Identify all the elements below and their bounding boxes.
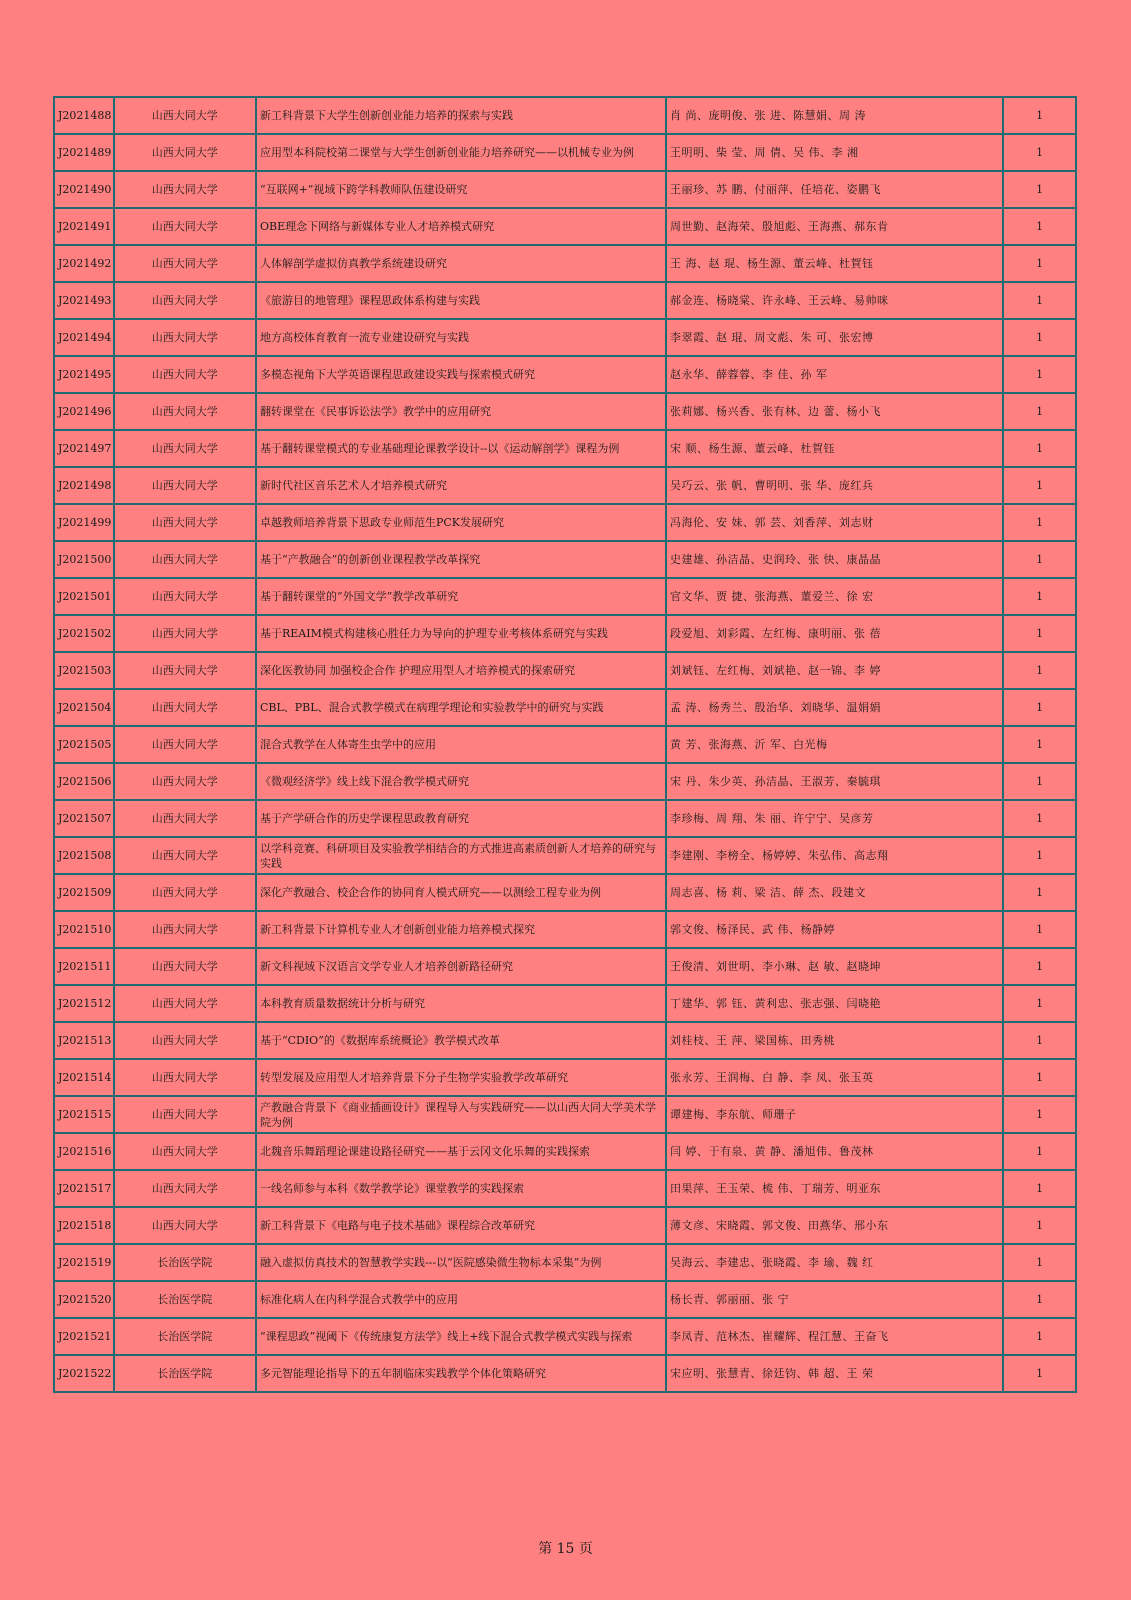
count-cell: 1 bbox=[1003, 1318, 1076, 1355]
members-cell: 周志喜、杨 莉、梁 洁、薛 杰、段建文 bbox=[666, 874, 1003, 911]
count-cell: 1 bbox=[1003, 1059, 1076, 1096]
project-id-cell: J2021488 bbox=[54, 97, 114, 134]
project-id-cell: J2021518 bbox=[54, 1207, 114, 1244]
count-cell: 1 bbox=[1003, 134, 1076, 171]
members-cell: 李建刚、李榜全、杨婷婷、朱弘伟、高志翔 bbox=[666, 837, 1003, 874]
project-title-cell: 融入虚拟仿真技术的智慧教学实践---以“医院感染微生物标本采集”为例 bbox=[256, 1244, 666, 1281]
count-cell: 1 bbox=[1003, 800, 1076, 837]
count-cell: 1 bbox=[1003, 171, 1076, 208]
members-cell: 史建雄、孙洁晶、史润玲、张 快、康晶晶 bbox=[666, 541, 1003, 578]
count-cell: 1 bbox=[1003, 1022, 1076, 1059]
table-row bbox=[54, 763, 1076, 800]
project-title-cell: 基于REAIM模式构建核心胜任力为导向的护理专业考核体系研究与实践 bbox=[256, 615, 666, 652]
project-id-cell: J2021505 bbox=[54, 726, 114, 763]
count-cell: 1 bbox=[1003, 1207, 1076, 1244]
members-cell: 薄文彦、宋晓霞、郭文俊、田燕华、邢小东 bbox=[666, 1207, 1003, 1244]
project-title-cell: CBL、PBL、混合式教学模式在病理学理论和实验教学中的研究与实践 bbox=[256, 689, 666, 726]
count-cell: 1 bbox=[1003, 319, 1076, 356]
school-cell: 山西大同大学 bbox=[114, 1170, 256, 1207]
table-row bbox=[54, 911, 1076, 948]
project-title-cell: “互联网+”视域下跨学科教师队伍建设研究 bbox=[256, 171, 666, 208]
school-cell: 山西大同大学 bbox=[114, 1022, 256, 1059]
table-row bbox=[54, 245, 1076, 282]
project-id-cell: J2021512 bbox=[54, 985, 114, 1022]
table-row bbox=[54, 1318, 1076, 1355]
school-cell: 山西大同大学 bbox=[114, 763, 256, 800]
count-cell: 1 bbox=[1003, 1355, 1076, 1392]
count-cell: 1 bbox=[1003, 430, 1076, 467]
school-cell: 山西大同大学 bbox=[114, 171, 256, 208]
school-cell: 山西大同大学 bbox=[114, 948, 256, 985]
project-id-cell: J2021496 bbox=[54, 393, 114, 430]
table-row bbox=[54, 615, 1076, 652]
table-row bbox=[54, 985, 1076, 1022]
count-cell: 1 bbox=[1003, 1281, 1076, 1318]
school-cell: 长治医学院 bbox=[114, 1318, 256, 1355]
school-cell: 山西大同大学 bbox=[114, 504, 256, 541]
members-cell: 李凤青、范林杰、崔耀辉、程江慧、王奋飞 bbox=[666, 1318, 1003, 1355]
members-cell: 王丽珍、苏 鹏、付丽萍、任培花、姿鹏飞 bbox=[666, 171, 1003, 208]
school-cell: 山西大同大学 bbox=[114, 245, 256, 282]
table-row bbox=[54, 393, 1076, 430]
project-title-cell: 深化产教融合、校企合作的协同育人模式研究——以测绘工程专业为例 bbox=[256, 874, 666, 911]
project-title-cell: 多元智能理论指导下的五年制临床实践教学个体化策略研究 bbox=[256, 1355, 666, 1392]
count-cell: 1 bbox=[1003, 874, 1076, 911]
table-row bbox=[54, 467, 1076, 504]
project-id-cell: J2021491 bbox=[54, 208, 114, 245]
count-cell: 1 bbox=[1003, 1244, 1076, 1281]
members-cell: 郝金连、杨晓棠、许永峰、王云峰、易帅咪 bbox=[666, 282, 1003, 319]
project-title-cell: 深化医教协同 加强校企合作 护理应用型人才培养模式的探索研究 bbox=[256, 652, 666, 689]
count-cell: 1 bbox=[1003, 911, 1076, 948]
project-title-cell: 翻转课堂在《民事诉讼法学》教学中的应用研究 bbox=[256, 393, 666, 430]
project-id-cell: J2021508 bbox=[54, 837, 114, 874]
count-cell: 1 bbox=[1003, 615, 1076, 652]
project-id-cell: J2021494 bbox=[54, 319, 114, 356]
project-id-cell: J2021514 bbox=[54, 1059, 114, 1096]
project-title-cell: 卓越教师培养背景下思政专业师范生PCK发展研究 bbox=[256, 504, 666, 541]
project-id-cell: J2021499 bbox=[54, 504, 114, 541]
members-cell: 赵永华、薛蓉蓉、李 佳、孙 军 bbox=[666, 356, 1003, 393]
project-title-cell: 产教融合背景下《商业插画设计》课程导入与实践研究——以山西大同大学美术学院为例 bbox=[256, 1096, 666, 1133]
table-body bbox=[54, 97, 1076, 1392]
table-row bbox=[54, 1022, 1076, 1059]
school-cell: 长治医学院 bbox=[114, 1281, 256, 1318]
project-title-cell: 新工科背景下大学生创新创业能力培养的探索与实践 bbox=[256, 97, 666, 134]
table-row bbox=[54, 1207, 1076, 1244]
count-cell: 1 bbox=[1003, 1133, 1076, 1170]
members-cell: 冯海伦、安 妹、郭 芸、刘香萍、刘志财 bbox=[666, 504, 1003, 541]
school-cell: 山西大同大学 bbox=[114, 319, 256, 356]
project-id-cell: J2021513 bbox=[54, 1022, 114, 1059]
count-cell: 1 bbox=[1003, 1096, 1076, 1133]
count-cell: 1 bbox=[1003, 393, 1076, 430]
school-cell: 山西大同大学 bbox=[114, 985, 256, 1022]
project-id-cell: J2021498 bbox=[54, 467, 114, 504]
school-cell: 山西大同大学 bbox=[114, 652, 256, 689]
table-row bbox=[54, 134, 1076, 171]
project-title-cell: 混合式教学在人体寄生虫学中的应用 bbox=[256, 726, 666, 763]
members-cell: 吴巧云、张 帆、曹明明、张 华、庞红兵 bbox=[666, 467, 1003, 504]
count-cell: 1 bbox=[1003, 652, 1076, 689]
school-cell: 山西大同大学 bbox=[114, 134, 256, 171]
school-cell: 山西大同大学 bbox=[114, 1096, 256, 1133]
project-title-cell: 一线名师参与本科《数学教学论》课堂教学的实践探索 bbox=[256, 1170, 666, 1207]
project-id-cell: J2021489 bbox=[54, 134, 114, 171]
project-id-cell: J2021500 bbox=[54, 541, 114, 578]
members-cell: 吴海云、李建忠、张晓霞、李 瑜、魏 红 bbox=[666, 1244, 1003, 1281]
project-id-cell: J2021503 bbox=[54, 652, 114, 689]
project-id-cell: J2021522 bbox=[54, 1355, 114, 1392]
project-title-cell: 标准化病人在内科学混合式教学中的应用 bbox=[256, 1281, 666, 1318]
project-title-cell: 基于翻转课堂的“外国文学”教学改革研究 bbox=[256, 578, 666, 615]
project-id-cell: J2021497 bbox=[54, 430, 114, 467]
count-cell: 1 bbox=[1003, 356, 1076, 393]
count-cell: 1 bbox=[1003, 541, 1076, 578]
members-cell: 周世勤、赵海荣、殷旭彪、王海燕、郝东肯 bbox=[666, 208, 1003, 245]
school-cell: 山西大同大学 bbox=[114, 726, 256, 763]
project-title-cell: 基于“CDIO”的《数据库系统概论》教学模式改革 bbox=[256, 1022, 666, 1059]
table-row bbox=[54, 504, 1076, 541]
members-cell: 王俊清、刘世明、李小琳、赵 敏、赵晓坤 bbox=[666, 948, 1003, 985]
school-cell: 山西大同大学 bbox=[114, 1059, 256, 1096]
table-row bbox=[54, 837, 1076, 874]
project-title-cell: 以学科竞赛、科研项目及实验教学相结合的方式推进高素质创新人才培养的研究与实践 bbox=[256, 837, 666, 874]
members-cell: 张永芳、王润梅、白 静、李 凤、张玉英 bbox=[666, 1059, 1003, 1096]
count-cell: 1 bbox=[1003, 578, 1076, 615]
table-row bbox=[54, 356, 1076, 393]
table-row bbox=[54, 652, 1076, 689]
project-id-cell: J2021507 bbox=[54, 800, 114, 837]
count-cell: 1 bbox=[1003, 726, 1076, 763]
count-cell: 1 bbox=[1003, 467, 1076, 504]
school-cell: 山西大同大学 bbox=[114, 393, 256, 430]
project-title-cell: 人体解剖学虚拟仿真教学系统建设研究 bbox=[256, 245, 666, 282]
count-cell: 1 bbox=[1003, 948, 1076, 985]
project-title-cell: 应用型本科院校第二课堂与大学生创新创业能力培养研究——以机械专业为例 bbox=[256, 134, 666, 171]
table-row bbox=[54, 1355, 1076, 1392]
school-cell: 山西大同大学 bbox=[114, 541, 256, 578]
school-cell: 山西大同大学 bbox=[114, 208, 256, 245]
project-title-cell: 《旅游目的地管理》课程思政体系构建与实践 bbox=[256, 282, 666, 319]
members-cell: 肖 尚、庞明俊、张 进、陈慧娟、周 涛 bbox=[666, 97, 1003, 134]
project-title-cell: 新时代社区音乐艺术人才培养模式研究 bbox=[256, 467, 666, 504]
members-cell: 宋 丹、朱少英、孙洁晶、王淑芳、秦毓琪 bbox=[666, 763, 1003, 800]
table-row bbox=[54, 97, 1076, 134]
members-cell: 黄 芳、张海燕、沂 军、白光梅 bbox=[666, 726, 1003, 763]
members-cell: 谭建梅、李东航、师珊子 bbox=[666, 1096, 1003, 1133]
school-cell: 山西大同大学 bbox=[114, 911, 256, 948]
table-row bbox=[54, 874, 1076, 911]
school-cell: 山西大同大学 bbox=[114, 282, 256, 319]
count-cell: 1 bbox=[1003, 1170, 1076, 1207]
table-row bbox=[54, 171, 1076, 208]
table-row bbox=[54, 948, 1076, 985]
project-title-cell: 基于翻转课堂模式的专业基础理论课教学设计--以《运动解剖学》课程为例 bbox=[256, 430, 666, 467]
project-id-cell: J2021509 bbox=[54, 874, 114, 911]
project-id-cell: J2021493 bbox=[54, 282, 114, 319]
project-title-cell: OBE理念下网络与新媒体专业人才培养模式研究 bbox=[256, 208, 666, 245]
members-cell: 张莉娜、杨兴香、张有林、边 蕾、杨小飞 bbox=[666, 393, 1003, 430]
table-row bbox=[54, 282, 1076, 319]
members-cell: 刘斌钰、左红梅、刘斌艳、赵一锦、李 婷 bbox=[666, 652, 1003, 689]
school-cell: 山西大同大学 bbox=[114, 1207, 256, 1244]
school-cell: 山西大同大学 bbox=[114, 800, 256, 837]
project-id-cell: J2021495 bbox=[54, 356, 114, 393]
project-table bbox=[53, 96, 1077, 1393]
project-id-cell: J2021501 bbox=[54, 578, 114, 615]
members-cell: 段爱旭、刘彩霞、左红梅、康明丽、张 蓓 bbox=[666, 615, 1003, 652]
members-cell: 刘桂枝、王 萍、梁国栋、田秀桃 bbox=[666, 1022, 1003, 1059]
project-id-cell: J2021490 bbox=[54, 171, 114, 208]
count-cell: 1 bbox=[1003, 689, 1076, 726]
count-cell: 1 bbox=[1003, 763, 1076, 800]
project-title-cell: “课程思政”视阈下《传统康复方法学》线上+线下混合式教学模式实践与探索 bbox=[256, 1318, 666, 1355]
project-title-cell: 基于产学研合作的历史学课程思政教育研究 bbox=[256, 800, 666, 837]
school-cell: 长治医学院 bbox=[114, 1355, 256, 1392]
table-row bbox=[54, 541, 1076, 578]
project-title-cell: 转型发展及应用型人才培养背景下分子生物学实验教学改革研究 bbox=[256, 1059, 666, 1096]
table-row bbox=[54, 578, 1076, 615]
members-cell: 郭文俊、杨泽民、武 伟、杨静婷 bbox=[666, 911, 1003, 948]
members-cell: 宋 顺、杨生源、董云峰、杜賀钰 bbox=[666, 430, 1003, 467]
members-cell: 田果萍、王玉荣、梳 伟、丁瑞芳、明亚东 bbox=[666, 1170, 1003, 1207]
project-id-cell: J2021502 bbox=[54, 615, 114, 652]
members-cell: 王 海、赵 琨、杨生源、董云峰、杜賀钰 bbox=[666, 245, 1003, 282]
table-row bbox=[54, 1170, 1076, 1207]
project-title-cell: 《微观经济学》线上线下混合教学模式研究 bbox=[256, 763, 666, 800]
school-cell: 山西大同大学 bbox=[114, 578, 256, 615]
table-row bbox=[54, 1244, 1076, 1281]
table-row bbox=[54, 1059, 1076, 1096]
count-cell: 1 bbox=[1003, 208, 1076, 245]
project-title-cell: 北魏音乐舞蹈理论课建设路径研究——基于云冈文化乐舞的实践探索 bbox=[256, 1133, 666, 1170]
school-cell: 山西大同大学 bbox=[114, 689, 256, 726]
project-id-cell: J2021510 bbox=[54, 911, 114, 948]
members-cell: 李珍梅、周 翔、朱 丽、许宁宁、吴彦芳 bbox=[666, 800, 1003, 837]
project-title-cell: 本科教育质量数据统计分析与研究 bbox=[256, 985, 666, 1022]
count-cell: 1 bbox=[1003, 837, 1076, 874]
project-title-cell: 新文科视域下汉语言文学专业人才培养创新路径研究 bbox=[256, 948, 666, 985]
school-cell: 山西大同大学 bbox=[114, 874, 256, 911]
project-title-cell: 地方高校体育教育一流专业建设研究与实践 bbox=[256, 319, 666, 356]
table-row bbox=[54, 800, 1076, 837]
table-row bbox=[54, 208, 1076, 245]
members-cell: 丁建华、郭 钰、黄利忠、张志强、闫晓艳 bbox=[666, 985, 1003, 1022]
members-cell: 王明明、柴 莹、周 倩、吴 伟、李 湘 bbox=[666, 134, 1003, 171]
count-cell: 1 bbox=[1003, 97, 1076, 134]
project-id-cell: J2021511 bbox=[54, 948, 114, 985]
project-id-cell: J2021492 bbox=[54, 245, 114, 282]
count-cell: 1 bbox=[1003, 504, 1076, 541]
school-cell: 山西大同大学 bbox=[114, 356, 256, 393]
project-id-cell: J2021515 bbox=[54, 1096, 114, 1133]
members-cell: 李翠霞、赵 琨、周文彪、朱 可、张宏博 bbox=[666, 319, 1003, 356]
page-number: 第 15 页 bbox=[538, 1541, 593, 1557]
table-row bbox=[54, 1281, 1076, 1318]
count-cell: 1 bbox=[1003, 282, 1076, 319]
table-row bbox=[54, 726, 1076, 763]
count-cell: 1 bbox=[1003, 985, 1076, 1022]
school-cell: 长治医学院 bbox=[114, 1244, 256, 1281]
members-cell: 宋应明、张慧青、徐廷钧、韩 超、王 荣 bbox=[666, 1355, 1003, 1392]
project-id-cell: J2021516 bbox=[54, 1133, 114, 1170]
project-title-cell: 多模态视角下大学英语课程思政建设实践与探索模式研究 bbox=[256, 356, 666, 393]
members-cell: 杨长青、郭丽丽、张 宁 bbox=[666, 1281, 1003, 1318]
school-cell: 山西大同大学 bbox=[114, 430, 256, 467]
count-cell: 1 bbox=[1003, 245, 1076, 282]
table-row bbox=[54, 430, 1076, 467]
project-id-cell: J2021504 bbox=[54, 689, 114, 726]
members-cell: 闫 婷、于有泉、黄 静、潘旭伟、鲁茂林 bbox=[666, 1133, 1003, 1170]
members-cell: 官文华、贾 捷、张海燕、董爱兰、徐 宏 bbox=[666, 578, 1003, 615]
table-row bbox=[54, 689, 1076, 726]
school-cell: 山西大同大学 bbox=[114, 1133, 256, 1170]
school-cell: 山西大同大学 bbox=[114, 615, 256, 652]
project-title-cell: 新工科背景下计算机专业人才创新创业能力培养模式探究 bbox=[256, 911, 666, 948]
project-title-cell: 新工科背景下《电路与电子技术基础》课程综合改革研究 bbox=[256, 1207, 666, 1244]
project-title-cell: 基于“产教融合”的创新创业课程教学改革探究 bbox=[256, 541, 666, 578]
table-row bbox=[54, 1096, 1076, 1133]
school-cell: 山西大同大学 bbox=[114, 97, 256, 134]
members-cell: 孟 涛、杨秀兰、殷治华、刘晓华、温娟娟 bbox=[666, 689, 1003, 726]
project-id-cell: J2021520 bbox=[54, 1281, 114, 1318]
project-id-cell: J2021521 bbox=[54, 1318, 114, 1355]
school-cell: 山西大同大学 bbox=[114, 837, 256, 874]
project-id-cell: J2021506 bbox=[54, 763, 114, 800]
project-id-cell: J2021519 bbox=[54, 1244, 114, 1281]
table-row bbox=[54, 319, 1076, 356]
school-cell: 山西大同大学 bbox=[114, 467, 256, 504]
table-row bbox=[54, 1133, 1076, 1170]
project-id-cell: J2021517 bbox=[54, 1170, 114, 1207]
